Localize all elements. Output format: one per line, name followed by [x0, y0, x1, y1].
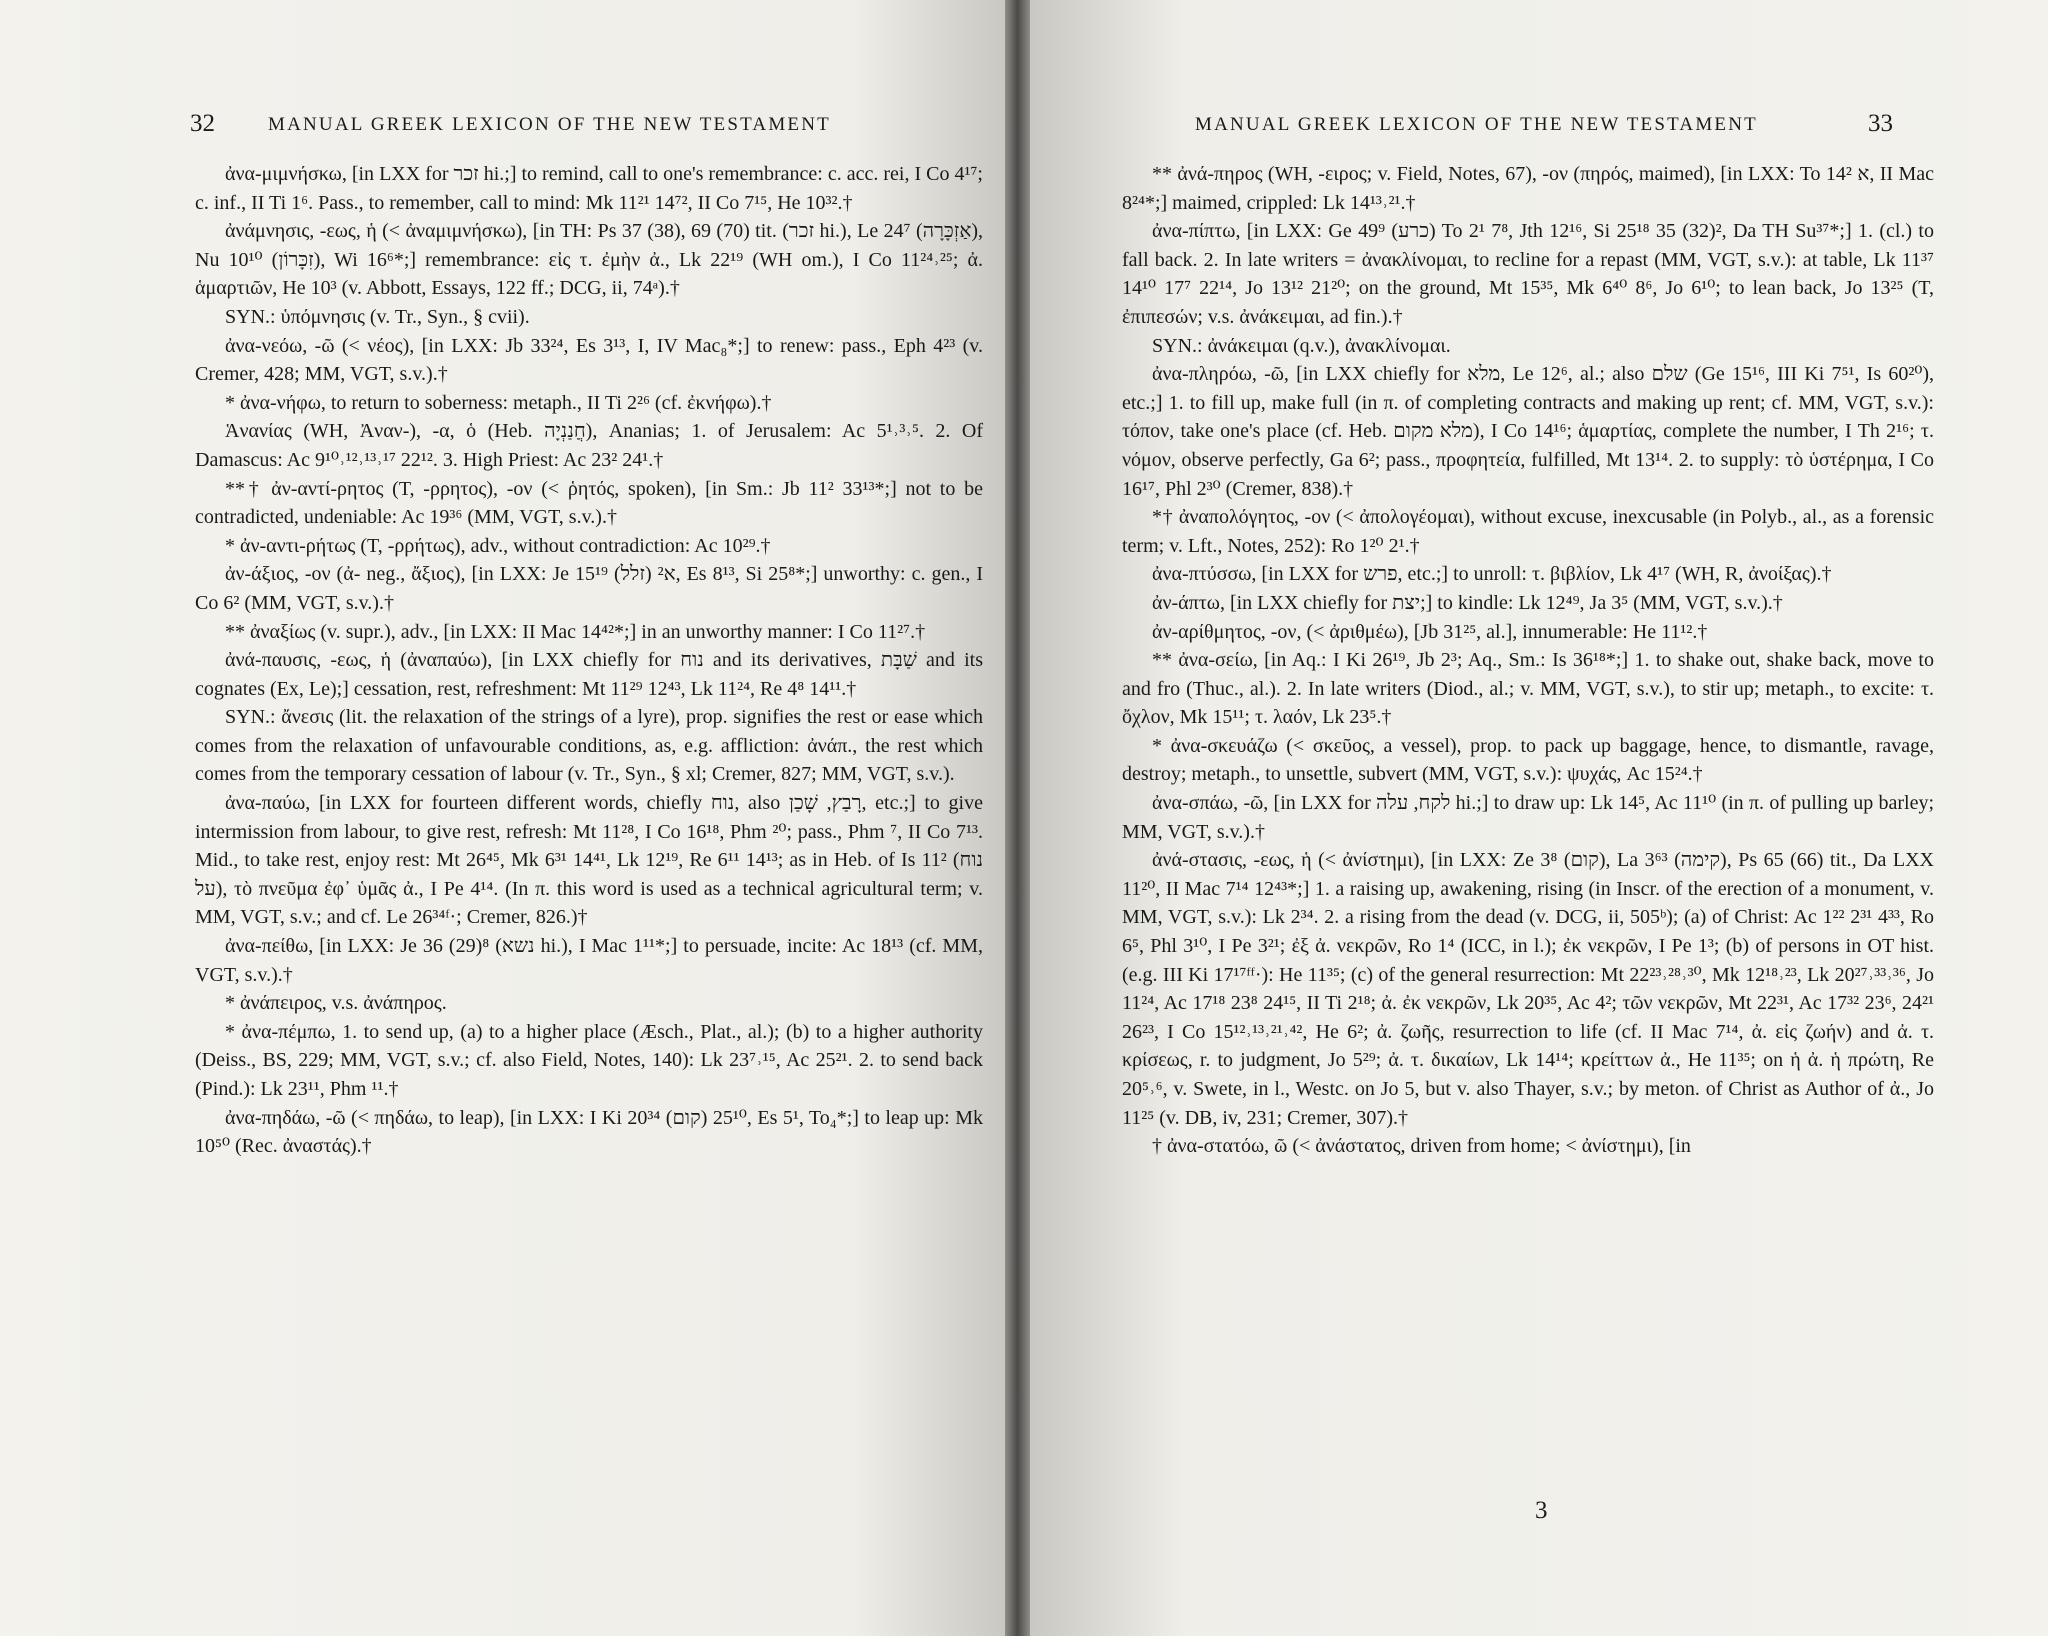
lexicon-entry: SYN.: ὑπόμνησις (v. Tr., Syn., § cvii). [225, 305, 530, 328]
lexicon-entry: ἀν-άπτω, [in LXX chiefly for יצת;] to kindle: Lk 12⁴⁹, Ja 3⁵ (MM, VGT, s.v.).† [1152, 591, 1783, 614]
lexicon-entry: ** ἀνά-πηρος (WH, -ειρος; v. Field, Notes, 67), -ον (πηρός, maimed), [in LXX: To 14² א, II Mac 8²⁴*;] maimed, crippled: Lk 14¹³˒²¹.† [1122, 163, 1934, 214]
lexicon-entry: **† ἀν-αντί-ρητος (T, -ρρητος), -ον (< ῥητός, spoken), [in Sm.: Jb 11² 33¹³*;] not to be contradicted, undeniable: Ac 19³⁶ (MM, VGT, s.v.).† [195, 477, 983, 529]
lexicon-entry: ἀνα-νεόω, -ῶ (< νέος), [in LXX: Jb 33²⁴, Es 3¹³, I, IV Mac₈*;] to renew: pass., Eph 4²³ (v. Cremer, 428; MM, VGT, s.v.).† [195, 334, 983, 386]
lexicon-entry: ἀνα-πηδάω, -ῶ (< πηδάω, to leap), [in LXX: I Ki 20³⁴ (קום) 25¹⁰, Es 5¹, To₄*;] to leap up: Mk 10⁵⁰ (Rec. ἀναστάς).† [195, 1106, 983, 1158]
right-page-body [1122, 160, 1934, 1161]
signature-mark: 3 [1535, 1497, 1548, 1524]
lexicon-entry: * ἀνα-σκευάζω (< σκεῦος, a vessel), prop. to pack up baggage, hence, to dismantle, ravage, destroy; metaph., to unsettle, subvert (MM, VGT, s.v.): ψυχάς, Ac 15²⁴.† [1122, 734, 1934, 786]
lexicon-entry: * ἀνάπειρος, v.s. ἀνάπηρος. [225, 992, 447, 1015]
lexicon-entry: Ἁνανίας (WH, Ἀναν-), -α, ὁ (Heb. חֲנַנְיָה), Ananias; 1. of Jerusalem: Ac 5¹˒³˒⁵. 2. Of Damascus: Ac 9¹⁰˒¹²˒¹³˒¹⁷ 22¹². 3. High Priest: Ac 23² 24¹.† [195, 420, 983, 471]
running-head-right: MANUAL GREEK LEXICON OF THE NEW TESTAMENT [1195, 114, 1758, 135]
lexicon-entry: *† ἀναπολόγητος, -ον (< ἀπολογέομαι), without excuse, inexcusable (in Polyb., al., as a forensic term; v. Lft., Notes, 252): Ro 1²⁰ 2¹.† [1122, 506, 1934, 557]
page-number-right: 33 [1868, 110, 1893, 137]
lexicon-entry: ἀνά-παυσις, -εως, ἡ (ἀναπαύω), [in LXX chiefly for נוח and its derivatives, שַׁבָּת and its cognates (Ex, Le);] cessation, rest, refreshment: Mt 11²⁹ 12⁴³, Lk 11²⁴, Re 4⁸ 14¹¹.† [195, 649, 983, 700]
lexicon-entry: ἀν-άξιος, -ον (ἀ- neg., ἄξιος), [in LXX: Je 15¹⁹ א² (זלל), Es 8¹³, Si 25⁸*;] unworthy: c. gen., I Co 6² (MM, VGT, s.v.).† [195, 563, 983, 614]
lexicon-entry: ἀνα-πίπτω, [in LXX: Ge 49⁹ (כרע) To 2¹ 7⁸, Jth 12¹⁶, Si 25¹⁸ 35 (32)², Da TH Su³⁷*;] 1. (cl.) to fall back. 2. In late writers = ἀνακλίνομαι, to recline for a repast (MM, VGT, s.v.): at table, Lk 11³⁷ 14¹⁰ 17⁷ 22¹⁴, Jo 13¹² 21²⁰; on the ground, Mt 15³⁵, Mk 6⁴⁰ 8⁶, Jo 6¹⁰; to lean back, Jo 13²⁵ (T, ἐπιπεσών; v.s. ἀνάκειμαι, ad fin.).† [1122, 220, 1934, 328]
left-page-body [195, 160, 983, 1161]
lexicon-entry: ἀν-αρίθμητος, -ον, (< ἀριθμέω), [Jb 31²⁵, al.], innumerable: He 11¹².† [1152, 620, 1708, 643]
book-gutter [1005, 0, 1030, 1636]
lexicon-entry: * ἀν-αντι-ρήτως (T, -ρρήτως), adv., without contradiction: Ac 10²⁹.† [225, 534, 771, 557]
page-number-left: 32 [190, 110, 215, 137]
running-head-left: MANUAL GREEK LEXICON OF THE NEW TESTAMENT [268, 114, 831, 135]
lexicon-entry: ἀνά-στασις, -εως, ἡ (< ἀνίστημι), [in LXX: Ze 3⁸ (קום), La 3⁶³ (קימה), Ps 65 (66) tit., Da LXX 11²⁰, II Mac 7¹⁴ 12⁴³*;] 1. a raising up, awakening, rising (in Inscr. of the erection of a monument, v. MM, VGT, s.v.): Lk 2³⁴. 2. a rising from the dead (v. DCG, ii, 505ᵇ); (a) of Christ: Ac 1²² 2³¹ 4³³, Ro 6⁵, Phl 3¹⁰, I Pe 3²¹; ἐξ ἀ. νεκρῶν, Ro 1⁴ (ICC, in l.); ἐκ νεκρῶν, I Pe 1³; (b) of persons in OT hist. (e.g. III Ki 17¹⁷ᶠᶠ·): He 11³⁵; (c) of the general resurrection: Mt 22²³˒²⁸˒³⁰, Mk 12¹⁸˒²³, Lk 20²⁷˒³³˒³⁶, Jo 11²⁴, Ac 17¹⁸ 23⁸ 24¹⁵, II Ti 2¹⁸; ἀ. ἐκ νεκρῶν, Lk 20³⁵, Ac 4²; τῶν νεκρῶν, Mt 22³¹, Ac 17³² 23⁶, 24²¹ 26²³, I Co 15¹²˒¹³˒²¹˒⁴², He 6²; ἀ. ζωῆς, resurrection to life (cf. II Mac 7¹⁴, ἀ. εἰς ζωήν) and ἀ. τ. κρίσεως, r. to judgment, Jo 5²⁹; ἀ. τ. δικαίων, Lk 14¹⁴; κρείττων ἀ., He 11³⁵; on ἡ ἀ. ἡ πρώτη, Re 20⁵˒⁶, v. Swete, in l., Westc. on Jo 5, but v. also Thayer, s.v.; by meton. of Christ as Author of ἀ., Jo 11²⁵ (v. DB, iv, 231; Cremer, 307).† [1122, 849, 1934, 1129]
lexicon-entry: ἀνα-πτύσσω, [in LXX for פרש, etc.;] to unroll: τ. βιβλίον, Lk 4¹⁷ (WH, R, ἀνοίξας).† [1152, 563, 1832, 586]
lexicon-entry: ** ἀνα-σείω, [in Aq.: I Ki 26¹⁹, Jb 2³; Aq., Sm.: Is 36¹⁸*;] 1. to shake out, shake back, move to and fro (Thuc., al.). 2. In late writers (Diod., al.; v. MM, VGT, s.v.), to stir up; metaph., to excite: τ. ὄχλον, Mk 15¹¹; τ. λαόν, Lk 23⁵.† [1122, 649, 1934, 729]
lexicon-entry: SYN.: ἀνάκειμαι (q.v.), ἀνακλίνομαι. [1152, 334, 1451, 357]
lexicon-entry: ** ἀναξίως (v. supr.), adv., [in LXX: II Mac 14⁴²*;] in an unworthy manner: I Co 11²⁷.† [225, 620, 926, 643]
lexicon-entry: * ἀνα-πέμπω, 1. to send up, (a) to a higher place (Æsch., Plat., al.); (b) to a higher authority (Deiss., BS, 229; MM, VGT, s.v.; cf. also Field, Notes, 140): Lk 23⁷˒¹⁵, Ac 25²¹. 2. to send back (Pind.): Lk 23¹¹, Phm ¹¹.† [195, 1020, 983, 1100]
lexicon-entry: ἀνα-μιμνήσκω, [in LXX for זכר hi.;] to remind, call to one's remembrance: c. acc. rei, I Co 4¹⁷; c. inf., II Ti 1⁶. Pass., to remember, call to mind: Mk 11²¹ 14⁷², II Co 7¹⁵, He 10³².† [195, 163, 983, 214]
lexicon-entry: ἀνα-σπάω, -ῶ, [in LXX for לקח, עלה hi.;] to draw up: Lk 14⁵, Ac 11¹⁰ (in π. of pulling up barley; MM, VGT, s.v.).† [1122, 792, 1935, 843]
lexicon-entry: SYN.: ἄνεσις (lit. the relaxation of the strings of a lyre), prop. signifies the rest or ease which comes from the relaxation of unfavourable conditions, as, e.g. affliction: ἀνάπ., the rest which comes from the temporary cessation of labour (v. Tr., Syn., § xl; Cremer, 827; MM, VGT, s.v.). [195, 706, 983, 786]
lexicon-entry: * ἀνα-νήφω, to return to soberness: metaph., II Ti 2²⁶ (cf. ἐκνήφω).† [225, 391, 772, 414]
lexicon-entry: ἀνα-παύω, [in LXX for fourteen different words, chiefly נוח, also רָבַץ, שָׁכַן, etc.;] to give intermission from labour, to give rest, refresh: Mt 11²⁸, I Co 16¹⁸, Phm ²⁰; pass., Phm ⁷, II Co 7¹³. Mid., to take rest, enjoy rest: Mt 26⁴⁵, Mk 6³¹ 14⁴¹, Lk 12¹⁹, Re 6¹¹ 14¹³; as in Heb. of Is 11² (נוח על), τὸ πνεῦμα ἐφ᾽ ὑμᾶς ἀ., I Pe 4¹⁴. (In π. this word is used as a technical agricultural term; v. MM, VGT, s.v.; and cf. Le 26³⁴ᶠ·; Cremer, 826.)† [195, 792, 983, 929]
lexicon-entry: ἀνα-πληρόω, -ῶ, [in LXX chiefly for מלא, Le 12⁶, al.; also שלם (Ge 15¹⁶, III Ki 7⁵¹, Is 60²⁰), etc.;] 1. to fill up, make full (in π. of completing contracts and making up rent; cf. MM, VGT, s.v.): τόπον, take one's place (cf. Heb. מלא מקום), I Co 14¹⁶; ἁμαρτίας, complete the number, I Th 2¹⁶; τ. νόμον, observe perfectly, Ga 6²; pass., προφητεία, fulfilled, Mt 13¹⁴. 2. to supply: τὸ ὑστέρημα, I Co 16¹⁷, Phl 2³⁰ (Cremer, 838).† [1122, 363, 1934, 500]
lexicon-entry: † ἀνα-στατόω, ῶ (< ἀνάστατος, driven from home; < ἀνίστημι), [in [1152, 1135, 1691, 1158]
lexicon-entry: ἀνάμνησις, -εως, ἡ (< ἀναμιμνήσκω), [in TH: Ps 37 (38), 69 (70) tit. (זכר hi.), Le 24⁷ (אַזְכָּרָה), Nu 10¹⁰ (זִכָּרוֹן), Wi 16⁶*;] remembrance: εἰς τ. ἐμὴν ἀ., Lk 22¹⁹ (WH om.), I Co 11²⁴˒²⁵; ἀ. ἁμαρτιῶν, He 10³ (v. Abbott, Essays, 122 ff.; DCG, ii, 74ᵃ).† [195, 220, 983, 300]
lexicon-entry: ἀνα-πείθω, [in LXX: Je 36 (29)⁸ (נשא hi.), I Mac 1¹¹*;] to persuade, incite: Ac 18¹³ (cf. MM, VGT, s.v.).† [195, 935, 983, 986]
left-page [0, 0, 1005, 1636]
right-page [1030, 0, 2048, 1636]
